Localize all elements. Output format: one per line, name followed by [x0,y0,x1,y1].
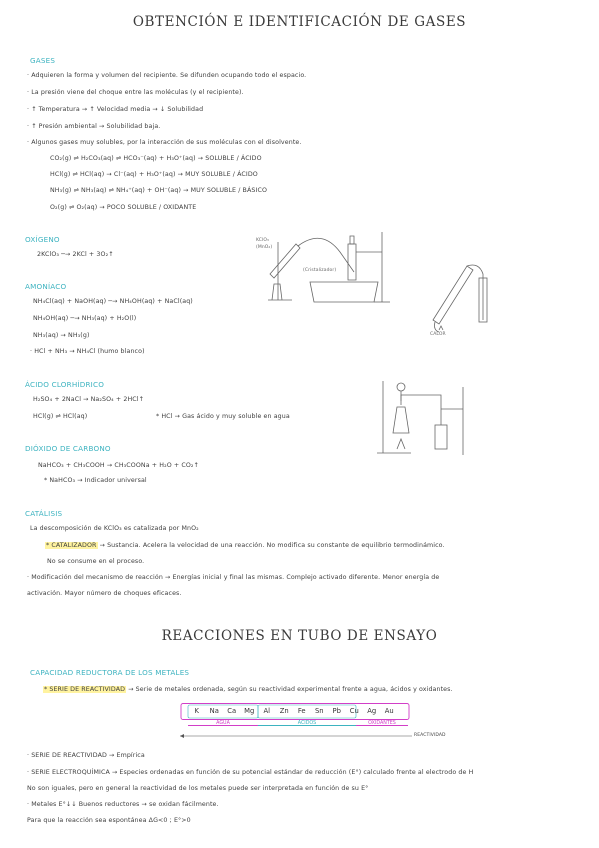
metal-na: Na [209,707,219,715]
serie-text: → Serie de metales ordenada, según su reactividad experimental frente a agua, ácidos y oxidantes. [128,686,453,693]
test-tube-figure [425,260,495,342]
amoniaco-line-2: NH₄OH(aq) ─→ NH₃(aq) + H₂O(l) [33,315,137,322]
catalisis-line-4: activación. Mayor número de choques eficaces. [27,590,182,597]
dioxido-heading: DIÓXIDO DE CARBONO [25,444,111,453]
acido-line-1: H₂SO₄ + 2NaCl → Na₂SO₄ + 2HCl↑ [33,396,145,403]
metal-zn: Zn [279,707,289,715]
gases-reaction-1: CO₂(g) ⇌ H₂CO₃(aq) ⇌ HCO₃⁻(aq) + H₃O⁺(aq) → SOLUBLE / ÁCIDO [50,155,262,162]
gases-line-4: · ↑ Presión ambiental → Solubilidad baja. [27,123,161,130]
section-title-reacciones: REACCIONES EN TUBO DE ENSAYO [161,628,438,644]
gases-heading: GASES [30,56,56,65]
fig2-label-calor: CALOR [430,332,446,337]
amoniaco-line-1: NH₄Cl(aq) + NaOH(aq) ─→ NH₄OH(aq) + NaCl(aq) [33,298,193,305]
oxigeno-heading: OXÍGENO [25,235,60,244]
capacidad-line-1: · SERIE DE REACTIVIDAD → Empírica [27,752,145,759]
oxygen-apparatus-figure [250,222,400,307]
reactivity-axis [176,732,421,740]
capacidad-heading: CAPACIDAD REDUCTORA DE LOS METALES [30,668,190,677]
acid-group-label: ÁCIDOS [297,721,317,726]
metal-k: K [194,707,199,715]
acido-clorhidrico-heading: ÁCIDO CLORHÍDRICO [25,380,105,389]
catalizador-text: → Sustancia. Acelera la velocidad de una reacción. No modifica su constante de equilibrio termodinámico. [99,542,445,549]
capacidad-line-5: Para que la reacción sea espontánea ΔG<0 ; E°>0 [27,817,191,824]
reactivity-axis-label: REACTIVIDAD [414,733,446,738]
gases-line-5: · Algunos gases muy solubles, por la interacción de sus moléculas con el disolvente. [27,139,302,146]
metal-au: Au [384,707,394,715]
gases-line-1: · Adquieren la forma y volumen del recipiente. Se difunden ocupando todo el espacio. [27,72,307,79]
metal-ca: Ca [227,707,237,715]
metal-sn: Sn [314,707,324,715]
serie-highlight: * SERIE DE REACTIVIDAD [44,686,126,693]
capacidad-line-2: · SERIE ELECTROQUÍMICA → Especies ordenadas en función de su potencial estándar de reducción (E°) calculado frente al electrodo de H [27,769,474,776]
metal-cu: Cu [349,707,359,715]
dioxido-line-2: * NaHCO₃ → Indicador universal [44,477,147,484]
gases-reaction-4: O₂(g) ⇌ O₂(aq) → POCO SOLUBLE / OXIDANTE [50,204,197,211]
catalizador-highlight: * CATALIZADOR [46,542,97,549]
catalisis-line-3: · Modificación del mecanismo de reacción → Energías inicial y final las mismas. Complejo activado diferente. Menor energía de [27,574,440,581]
amoniaco-heading: AMONÍACO [25,282,67,291]
fig1-label-cristalizador: (Cristalizador) [303,268,337,273]
fig1-label-kclo3: KClO₃ [256,238,269,243]
capacidad-line-3: No son iguales, pero en general la reactividad de los metales puede ser interpretada en función de su E° [27,785,369,792]
oxidant-group-label: OXIDANTES [368,721,396,726]
catalisis-definition [45,542,445,549]
reactivity-series [180,703,410,733]
metal-al: Al [263,707,271,715]
amoniaco-line-4: · HCl + NH₃ → NH₄Cl (humo blanco) [30,348,145,355]
gases-line-3: · ↑ Temperatura → ↑ Velocidad media → ↓ Solubilidad [27,106,204,113]
catalisis-intro: La descomposición de KClO₃ es catalizada por MnO₂ [30,525,199,532]
fig1-label-mno2: (MnO₂) [256,245,273,250]
water-group-label: AGUA [216,721,230,726]
page-title: OBTENCIÓN E IDENTIFICACIÓN DE GASES [132,14,467,30]
gases-reaction-2: HCl(g) ⇌ HCl(aq) → Cl⁻(aq) + H₃O⁺(aq) → MUY SOLUBLE / ÁCIDO [50,171,258,178]
acido-line-3: * HCl → Gas ácido y muy soluble en agua [156,413,290,420]
hcl-apparatus-figure [375,377,480,457]
metal-ag: Ag [367,707,377,715]
dioxido-line-1: NaHCO₃ + CH₃COOH → CH₃COONa + H₂O + CO₂↑ [38,462,199,469]
gases-line-2: · La presión viene del choque entre las moléculas (y el recipiente). [27,89,244,96]
amoniaco-line-3: NH₃(aq) → NH₃(g) [33,332,90,339]
capacidad-line-4: · Metales E°↓↓ Buenos reductores → se oxidan fácilmente. [27,801,219,808]
catalisis-heading: CATÁLISIS [25,509,63,518]
metal-mg: Mg [244,707,255,715]
metal-fe: Fe [297,707,306,715]
metal-pb: Pb [332,707,341,715]
acido-line-2: HCl(g) ⇌ HCl(aq) [33,413,88,420]
serie-definition [43,686,453,693]
oxigeno-line-1: 2KClO₃ ─→ 2KCl + 3O₂↑ [37,251,114,258]
catalisis-line-2: No se consume en el proceso. [47,558,145,565]
gases-reaction-3: NH₃(g) ⇌ NH₃(aq) ⇌ NH₄⁺(aq) + OH⁻(aq) → MUY SOLUBLE / BÁSICO [50,187,267,194]
